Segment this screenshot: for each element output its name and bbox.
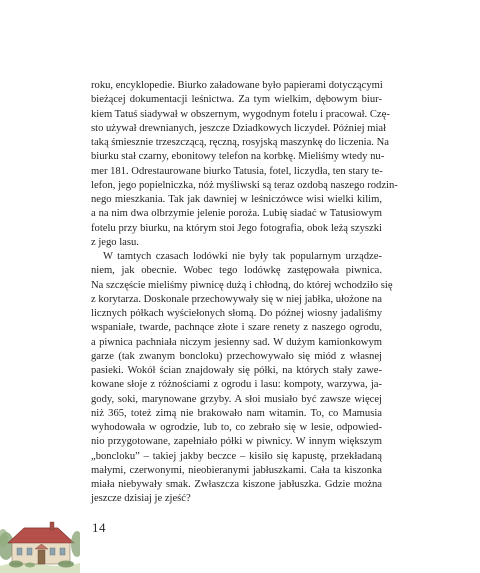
text-line: „boncloku” – takiej jakby beczce – kisiło się kapustę, przekładaną xyxy=(91,450,382,462)
text-line: W tamtych czasach lodówki nie były tak popularnym urządze- xyxy=(103,251,382,262)
text-line: z korytarza. Doskonale przechowywały się w niej jabłka, ułożone na xyxy=(91,293,382,305)
text-line: fotelu przy biurku, na którym stoi Jego fotografia, obok leżą szyszki xyxy=(91,222,382,234)
text-line: taką śmiesznie trzeszczącą, ręczną, rosyjską maszynkę do liczenia. Na xyxy=(91,137,389,148)
text-line: wspaniałe, twarde, pachnące złote i szare renety z naszego ogrodu, xyxy=(91,322,382,334)
text-line: niż 365, toteż zimą nie brakowało nam witamin. To, co Mamusia xyxy=(91,407,382,419)
text-line: pasieki. Wokół ścian znajdowały się półki, na których stały zawe- xyxy=(91,365,382,376)
text-line: kowane słoje z różnościami z ogrodu i lasu: kompoty, warzywa, ja- xyxy=(91,379,382,391)
text-line: wyhodowała w ogrodzie, lub to, co zebrało się w lesie, odpowied- xyxy=(91,422,382,433)
text-line: garze (tak zwanym boncloku) przechowywało się miód z własnej xyxy=(91,350,382,362)
text-line: nio przygotowane, zapełniało półki w piwnicy. W innym większym xyxy=(91,436,382,448)
text-line: małymi, czerwonymi, nieobieranymi jabłuszkami. Cała ta kiszonka xyxy=(91,464,382,476)
manor-house-illustration xyxy=(0,508,80,573)
body-text xyxy=(91,79,398,507)
text-line: a na nim dwa olbrzymie jelenie poroża. Lubię siadać w Tatusiowym xyxy=(91,208,382,220)
text-line: biurku stał czarny, ebonitowy telefon na korbkę. Mieliśmy wtedy nu- xyxy=(91,151,385,163)
text-line: jeszcze dzisiaj je zjeść? xyxy=(91,493,191,505)
text-line: sto używał drewnianych, jeszcze Dziadkowych liczydeł. Później miał xyxy=(91,122,387,134)
text-line: licznych półkach wyściełonych słomą. Do późnej wiosny jadaliśmy xyxy=(91,308,382,319)
text-line: roku, encyklopedie. Biurko załadowane było papierami dotyczącymi xyxy=(91,80,383,91)
text-line: mer 181. Odrestaurowane biurko Tatusia, fotel, liczydła, ten stary te- xyxy=(91,165,383,177)
text-line: gody, soki, marynowane grzyby. A słoi musiało być zawsze więcej xyxy=(91,393,382,405)
page-number: 14 xyxy=(92,520,106,535)
text-line: a piwnica pachniała niczym jesienny sad. W dużym kamionkowym xyxy=(91,336,382,348)
text-line: Na szczęście mieliśmy piwnicę dużą i chłodną, do której wchodziło się xyxy=(91,279,393,291)
text-line: nego mieszkania. Tak jak dawniej w leśniczówce wisi wielki kilim, xyxy=(91,194,382,205)
text-line: z jego lasu. xyxy=(91,236,139,248)
text-line: kiem Tatuś siadywał w obszernym, wygodnym fotelu i pracował. Czę- xyxy=(91,108,390,120)
text-line: bieżącej dokumentacji leśnictwa. Za tym wielkim, dębowym biur- xyxy=(91,94,382,106)
text-line: niem, jak obecnie. Wobec tego lodówkę zastępowała piwnica. xyxy=(91,265,382,277)
text-line: miała niebywały smak. Zwłaszcza kiszone jabłuszka. Gdzie można xyxy=(91,479,382,490)
text-line: lefon, jego popielniczka, nóż myśliwski są teraz ozdobą naszego rodzin- xyxy=(91,179,398,191)
